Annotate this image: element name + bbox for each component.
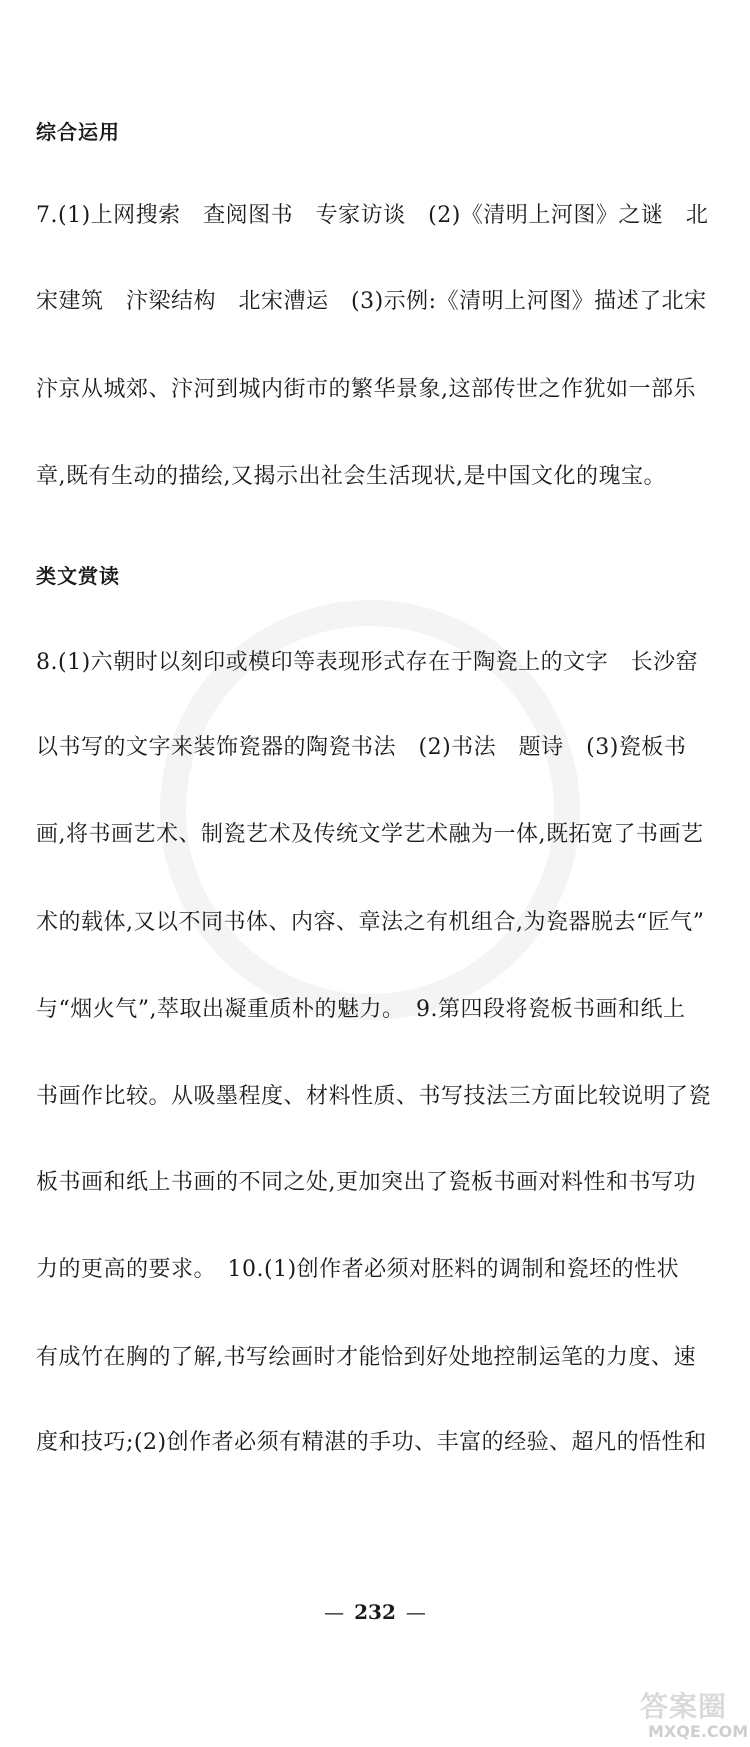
watermark-logo: 答案圈 xyxy=(640,1690,728,1723)
text-line: 以书写的文字来装饰瓷器的陶瓷书法 (2)书法 题诗 (3)瓷板书 xyxy=(36,735,687,760)
page-number-dash-right: — xyxy=(405,1600,426,1624)
page-number-dash-left: — xyxy=(324,1600,345,1624)
text-line: 7.(1)上网搜索 查阅图书 专家访谈 (2)《清明上河图》之谜 北 xyxy=(36,203,709,228)
section-heading-comprehensive: 综合运用 xyxy=(36,120,120,144)
text-line: 章,既有生动的描绘,又揭示出社会生活现状,是中国文化的瑰宝。 xyxy=(36,464,666,489)
watermark-url: MXQE.COM xyxy=(648,1722,749,1741)
page-number-value: 232 xyxy=(354,1600,396,1624)
text-line: 汴京从城郊、汴河到城内街市的繁华景象,这部传世之作犹如一部乐 xyxy=(36,377,696,402)
text-line: 与“烟火气”,萃取出凝重质朴的魅力。 9.第四段将瓷板书画和纸上 xyxy=(36,997,686,1022)
text-line: 画,将书画艺术、制瓷艺术及传统文学艺术融为一体,既拓宽了书画艺 xyxy=(36,822,704,847)
text-line: 术的载体,又以不同书体、内容、章法之有机组合,为瓷器脱去“匠气” xyxy=(36,910,705,935)
text-line: 书画作比较。从吸墨程度、材料性质、书写技法三方面比较说明了瓷 xyxy=(36,1084,712,1109)
text-line: 力的更高的要求。 10.(1)创作者必须对胚料的调制和瓷坯的性状 xyxy=(36,1257,680,1282)
section-heading-reading: 类文赏读 xyxy=(36,564,120,588)
text-line: 板书画和纸上书画的不同之处,更加突出了瓷板书画对料性和书写功 xyxy=(36,1170,696,1195)
text-line: 度和技巧;(2)创作者必须有精湛的手功、丰富的经验、超凡的悟性和 xyxy=(36,1430,707,1455)
text-line: 有成竹在胸的了解,书写绘画时才能恰到好处地控制运笔的力度、速 xyxy=(36,1345,696,1370)
page-number xyxy=(0,1600,750,1624)
text-line: 8.(1)六朝时以刻印或模印等表现形式存在于陶瓷上的文字 长沙窑 xyxy=(36,650,699,675)
text-line: 宋建筑 汴梁结构 北宋漕运 (3)示例:《清明上河图》描述了北宋 xyxy=(36,289,707,314)
